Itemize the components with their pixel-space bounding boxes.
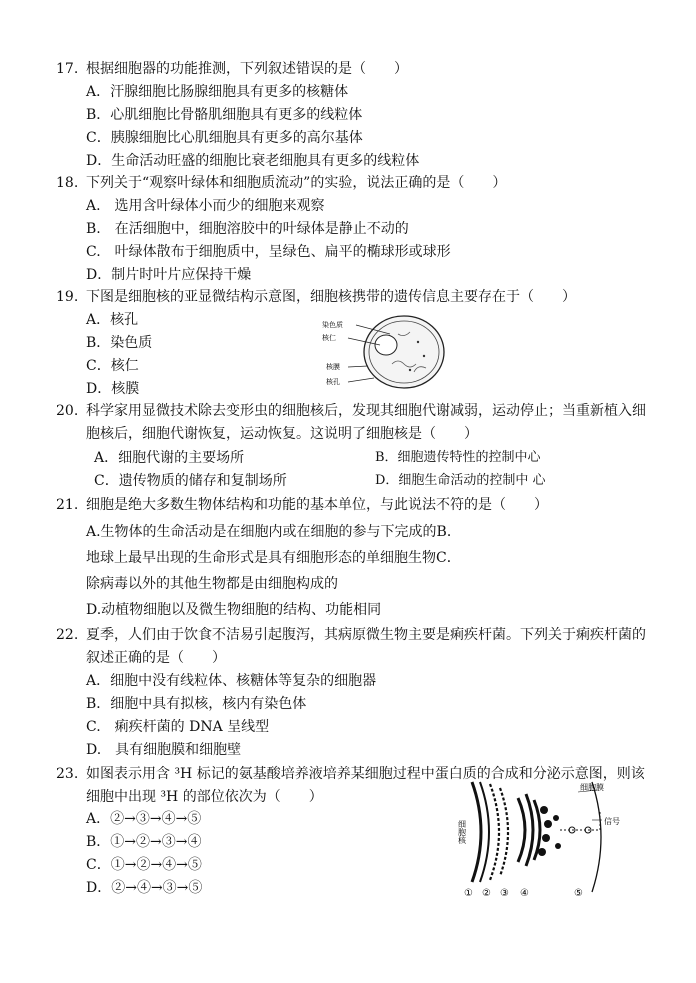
option-d: D．生命活动旺盛的细胞比衰老细胞具有更多的线粒体 <box>86 153 420 169</box>
option-c: C. 叶绿体散布于细胞质中，呈绿色、扁平的椭球形或球形 <box>86 244 451 260</box>
option-b: B．细胞中具有拟核，核内有染色体 <box>86 696 307 712</box>
option-d: D．②→④→③→⑤ <box>86 880 203 896</box>
option-a: A．细胞代谢的主要场所 <box>94 450 245 466</box>
label-5: ⑤ <box>574 888 583 899</box>
option-b: B．染色质 <box>86 335 153 351</box>
question-number: 18. <box>56 175 79 191</box>
nucleus-diagram <box>318 312 448 394</box>
question-21 <box>56 494 646 516</box>
label-1: ① <box>464 888 473 899</box>
question-number: 19. <box>56 289 79 305</box>
question-17 <box>56 58 646 80</box>
question-stem-line-1: 如图表示用含 ³H 标记的氨基酸培养液培养某细胞过程中蛋白质的合成和分泌示意图，则该 <box>86 766 645 782</box>
option-c: C．核仁 <box>86 358 139 374</box>
question-number: 23. <box>56 766 79 782</box>
label-4: ④ <box>520 888 529 899</box>
question-19 <box>56 286 646 308</box>
question-number: 22. <box>56 627 79 643</box>
question-18 <box>56 172 646 194</box>
question-stem-line-1: 夏季，人们由于饮食不洁易引起腹泻，其病原微生物主要是痢疾杆菌。下列关于痢疾杆菌的 <box>86 627 646 643</box>
question-stem: 下列关于“观察叶绿体和细胞质流动”的实验，说法正确的是（ ） <box>86 175 507 191</box>
option-line: 地球上最早出现的生命形式是具有细胞形态的单细胞生物C． <box>86 550 461 566</box>
option-d: D. 具有细胞膜和细胞壁 <box>86 742 242 758</box>
option-c: C．胰腺细胞比心肌细胞具有更多的高尔基体 <box>86 130 363 146</box>
option-a: A．汗腺细胞比肠腺细胞具有更多的核糖体 <box>86 84 349 100</box>
option-c: C．遗传物质的储存和复制场所 <box>94 473 287 489</box>
option-d: D．制片时叶片应保持干燥 <box>86 267 252 283</box>
protein-secretion-diagram <box>457 780 640 900</box>
option-a: A．②→③→④→⑤ <box>86 811 202 827</box>
option-d: D．细胞生命活动的控制中 心 <box>375 473 546 488</box>
option-c: C．①→②→④→⑤ <box>86 857 202 873</box>
label-nucleus: 细胞核 <box>457 820 467 844</box>
question-stem: 根据细胞器的功能推测，下列叙述错误的是（ ） <box>86 61 408 77</box>
question-stem-line-2: 胞核后，细胞代谢恢复，运动恢复。这说明了细胞核是（ ） <box>86 426 478 442</box>
option-b: B. 在活细胞中，细胞溶胶中的叶绿体是静止不动的 <box>86 221 409 237</box>
question-number: 21. <box>56 497 79 513</box>
question-20 <box>56 400 646 422</box>
question-22 <box>56 624 646 646</box>
option-line: D.动植物细胞以及微生物细胞的结构、功能相同 <box>86 602 382 618</box>
option-a: A．核孔 <box>86 312 139 328</box>
label-signal: 信号 <box>604 817 620 826</box>
option-d: D．核膜 <box>86 381 140 397</box>
question-stem-line-2: 细胞中出现 ³H 的部位依次为（ ） <box>86 789 323 805</box>
option-b: B．心肌细胞比骨骼肌细胞具有更多的线粒体 <box>86 107 363 123</box>
question-stem-line-1: 科学家用显微技术除去变形虫的细胞核后，发现其细胞代谢减弱，运动停止；当重新植入细 <box>86 403 646 419</box>
question-stem: 细胞是绝大多数生物体结构和功能的基本单位，与此说法不符的是（ ） <box>86 497 548 513</box>
label-chromatin: 染色质 <box>322 321 343 329</box>
label-nuclear-envelope: 核膜 <box>326 363 340 371</box>
option-a: A．细胞中没有线粒体、核糖体等复杂的细胞器 <box>86 673 377 689</box>
option-b: B．细胞遗传特性的控制中心 <box>375 450 541 465</box>
label-nuclear-pore: 核孔 <box>326 378 340 386</box>
label-3: ③ <box>500 888 509 899</box>
question-number: 17. <box>56 61 79 77</box>
option-c: C. 痢疾杆菌的 DNA 呈线型 <box>86 719 270 735</box>
question-number: 20. <box>56 403 79 419</box>
option-line: A.生物体的生命活动是在细胞内或在细胞的参与下完成的B． <box>86 524 461 540</box>
option-b: B．①→②→③→④ <box>86 834 202 850</box>
question-stem-line-2: 叙述正确的是（ ） <box>86 650 226 666</box>
label-nucleolus: 核仁 <box>322 334 336 342</box>
option-line: 除病毒以外的其他生物都是由细胞构成的 <box>86 576 338 592</box>
label-2: ② <box>482 888 491 899</box>
option-a: A. 选用含叶绿体小而少的细胞来观察 <box>86 198 325 214</box>
question-stem: 下图是细胞核的亚显微结构示意图，细胞核携带的遗传信息主要存在于（ ） <box>86 289 576 305</box>
label-cell-membrane: 细胞膜 <box>580 783 604 792</box>
